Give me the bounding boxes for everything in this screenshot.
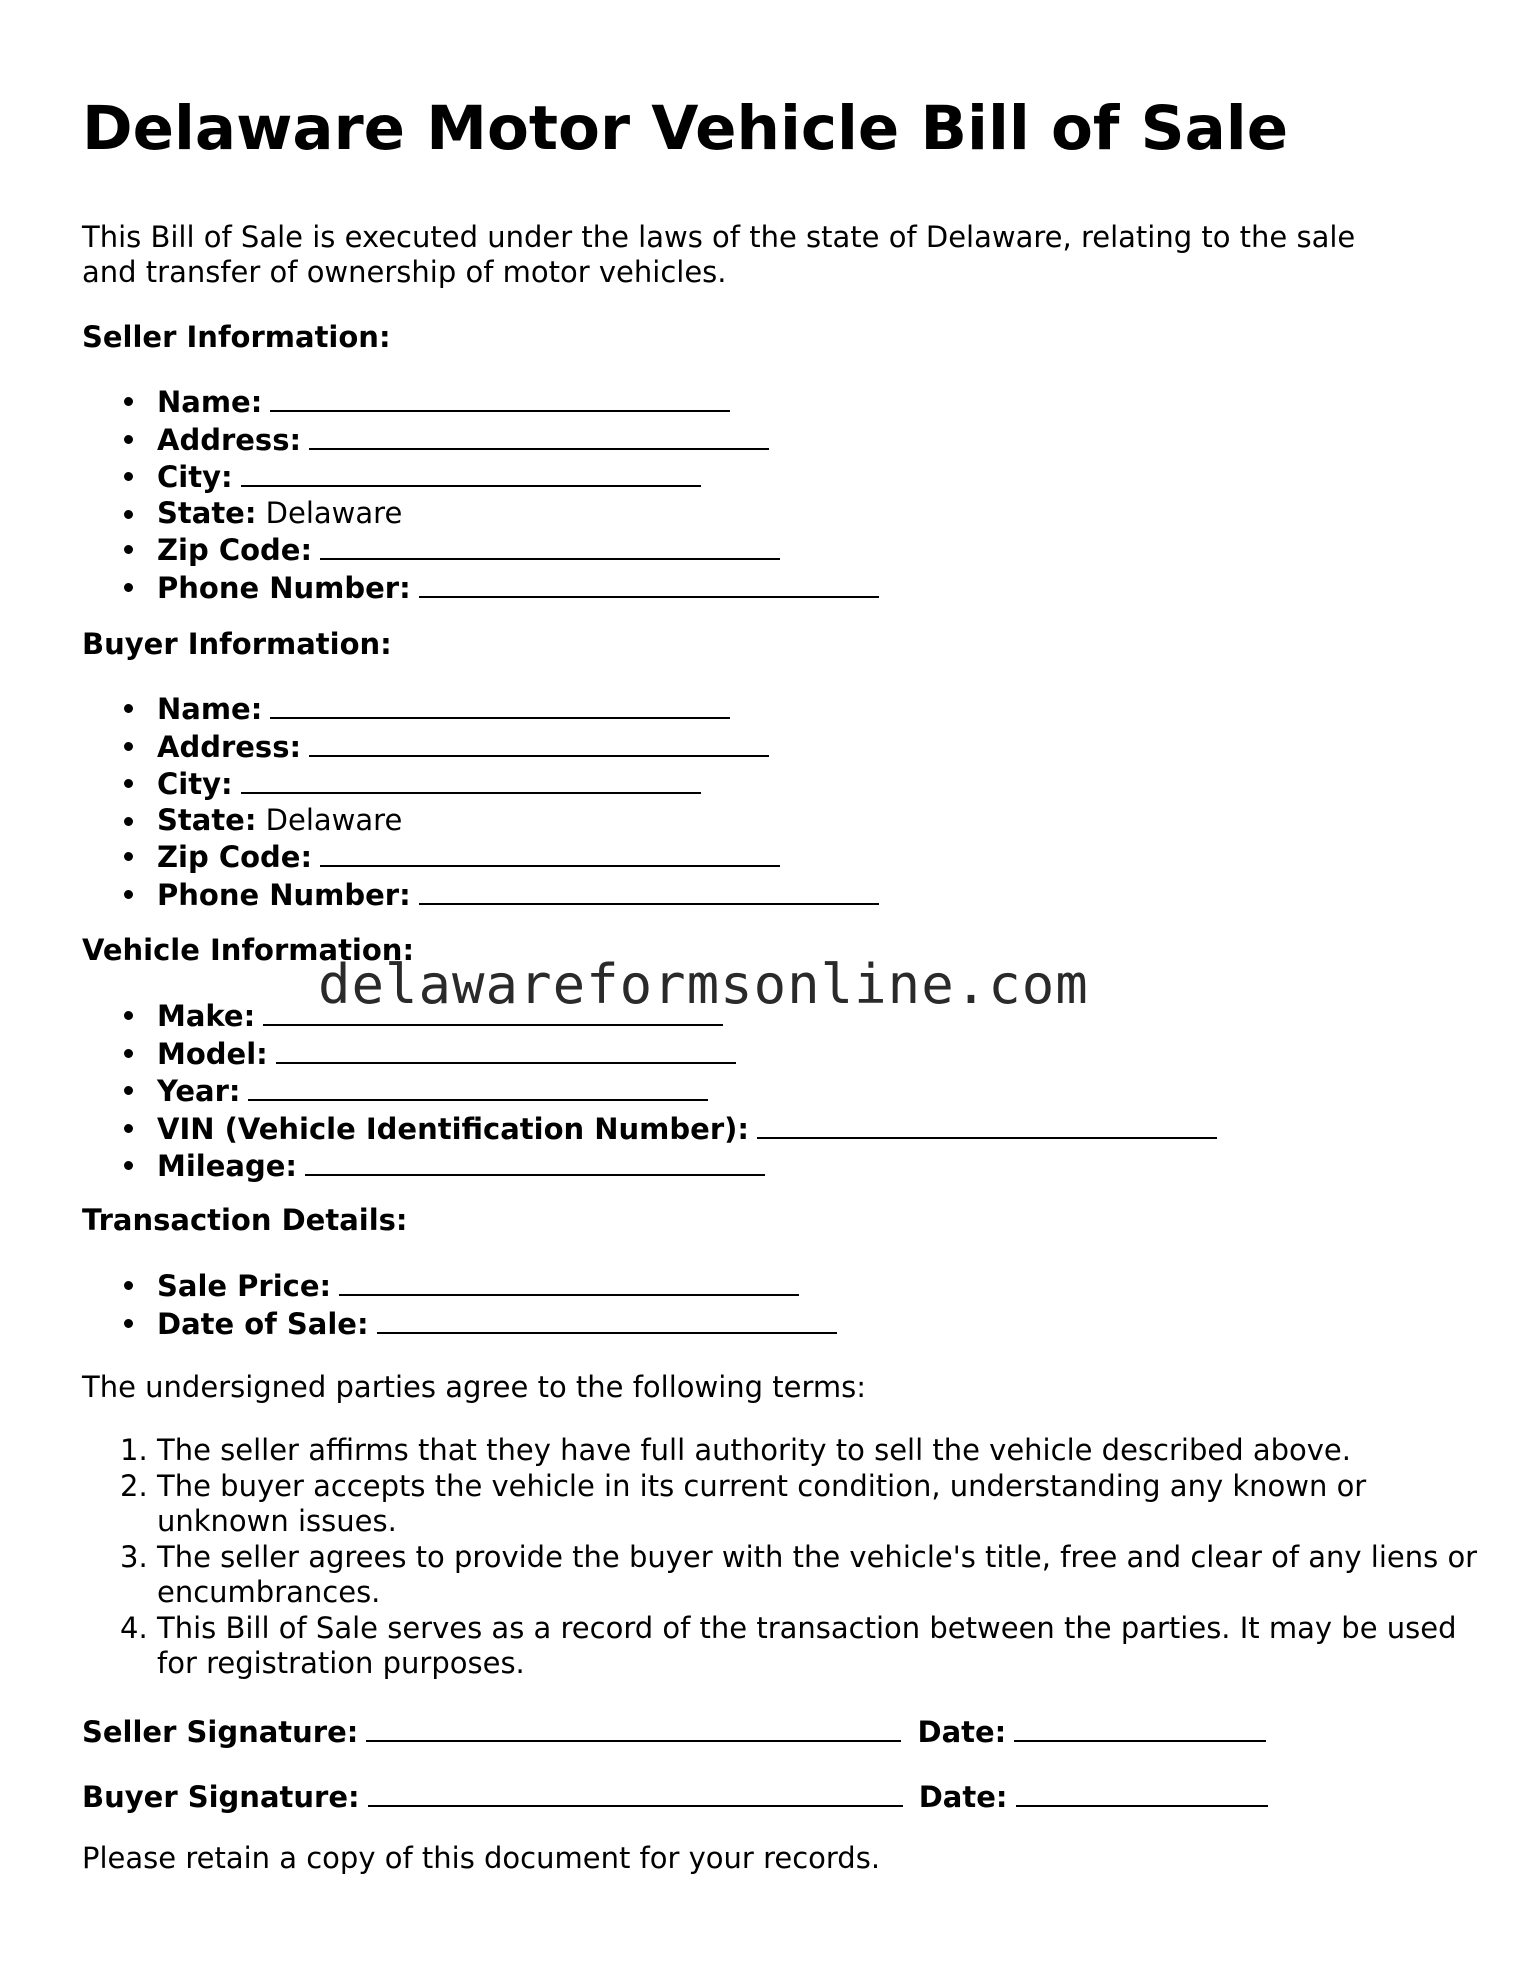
- blank-line[interactable]: [241, 765, 701, 794]
- buyer-zip-field[interactable]: [82, 838, 879, 876]
- field-value: Delaware: [265, 495, 403, 530]
- field-label: Address:: [157, 729, 302, 764]
- vehicle-mileage-field[interactable]: [82, 1147, 1217, 1185]
- transaction-fields: [82, 1267, 837, 1342]
- field-label: Phone Number:: [157, 877, 411, 912]
- field-label: Address:: [157, 422, 302, 457]
- blank-line[interactable]: [276, 1035, 736, 1064]
- field-label: Mileage:: [157, 1149, 298, 1183]
- blank-line[interactable]: [309, 421, 769, 450]
- buyer-city-field[interactable]: [82, 765, 879, 803]
- buyer-state-field: [82, 803, 879, 839]
- transaction-heading: Transaction Details:: [82, 1203, 408, 1237]
- buyer-heading: Buyer Information:: [82, 627, 392, 661]
- vehicle-fields: [82, 997, 1217, 1185]
- seller-phone-field[interactable]: [82, 569, 879, 607]
- term-number: 2.: [120, 1468, 148, 1503]
- sale-price-field[interactable]: [82, 1267, 837, 1305]
- blank-line[interactable]: [339, 1267, 799, 1296]
- intro-line-1: This Bill of Sale is executed under the laws of the state of Delaware, relating to the sale: [82, 220, 1356, 254]
- seller-city-field[interactable]: [82, 458, 879, 496]
- terms-intro: The undersigned parties agree to the following terms:: [82, 1370, 867, 1404]
- field-label: Phone Number:: [157, 570, 411, 605]
- seller-signature-blank[interactable]: [366, 1713, 901, 1742]
- intro-line-2: and transfer of ownership of motor vehicles.: [82, 255, 727, 289]
- field-label: City:: [157, 767, 233, 801]
- buyer-date-label: Date:: [918, 1780, 1008, 1814]
- field-label: Year:: [157, 1074, 241, 1108]
- term-text: This Bill of Sale serves as a record of the transaction between the parties. It may be used for registration purposes.: [157, 1610, 1457, 1680]
- seller-signature-label: Seller Signature:: [82, 1715, 359, 1749]
- term-number: 3.: [120, 1539, 148, 1574]
- seller-address-field[interactable]: [82, 421, 879, 459]
- term-item: [82, 1611, 1487, 1682]
- field-label: Sale Price:: [157, 1269, 332, 1303]
- field-value: Delaware: [265, 802, 403, 837]
- watermark-text: delawareformsonline.com: [318, 953, 1089, 1016]
- buyer-address-field[interactable]: [82, 728, 879, 766]
- vehicle-heading: Vehicle Information:: [82, 933, 415, 967]
- term-item: [82, 1540, 1487, 1611]
- term-text: The seller affirms that they have full authority to sell the vehicle described above.: [157, 1433, 1351, 1467]
- field-label: State:: [157, 802, 257, 837]
- blank-line[interactable]: [320, 838, 780, 867]
- term-number: 4.: [120, 1610, 148, 1645]
- seller-state-field: [82, 496, 879, 532]
- blank-line[interactable]: [309, 728, 769, 757]
- term-item: [82, 1469, 1487, 1540]
- buyer-signature-blank[interactable]: [368, 1778, 903, 1807]
- seller-fields: [82, 383, 879, 606]
- seller-zip-field[interactable]: [82, 531, 879, 569]
- field-label: Name:: [157, 692, 263, 726]
- blank-line[interactable]: [320, 531, 780, 560]
- blank-line[interactable]: [757, 1110, 1217, 1139]
- date-of-sale-field[interactable]: [82, 1305, 837, 1343]
- blank-line[interactable]: [377, 1305, 837, 1334]
- buyer-date-blank[interactable]: [1016, 1778, 1268, 1807]
- vehicle-vin-field[interactable]: [82, 1110, 1217, 1148]
- buyer-signature-line: [82, 1778, 1268, 1815]
- seller-date-blank[interactable]: [1014, 1713, 1266, 1742]
- buyer-phone-field[interactable]: [82, 876, 879, 914]
- blank-line[interactable]: [305, 1147, 765, 1176]
- term-number: 1.: [120, 1433, 148, 1467]
- blank-line[interactable]: [419, 569, 879, 598]
- field-label: Make:: [157, 999, 256, 1033]
- blank-line[interactable]: [270, 690, 730, 719]
- blank-line[interactable]: [241, 458, 701, 487]
- buyer-name-field[interactable]: [82, 690, 879, 728]
- buyer-fields: [82, 690, 879, 913]
- document-title: Delaware Motor Vehicle Bill of Sale: [82, 93, 1289, 164]
- blank-line[interactable]: [248, 1072, 708, 1101]
- field-label: State:: [157, 495, 257, 530]
- term-text: The seller agrees to provide the buyer with the vehicle's title, free and clear of any liens or encumbrances.: [157, 1539, 1478, 1609]
- seller-name-field[interactable]: [82, 383, 879, 421]
- vehicle-model-field[interactable]: [82, 1035, 1217, 1073]
- blank-line[interactable]: [270, 383, 730, 412]
- field-label: Zip Code:: [157, 533, 313, 567]
- seller-date-label: Date:: [917, 1715, 1007, 1749]
- field-label: Model:: [157, 1036, 268, 1071]
- term-item: [82, 1433, 1487, 1469]
- buyer-signature-label: Buyer Signature:: [82, 1780, 360, 1814]
- field-label: City:: [157, 460, 233, 494]
- seller-signature-line: [82, 1713, 1266, 1750]
- vehicle-year-field[interactable]: [82, 1072, 1217, 1110]
- field-label: Date of Sale:: [157, 1306, 369, 1341]
- field-label: Name:: [157, 385, 263, 419]
- footer-note: Please retain a copy of this document for your records.: [82, 1841, 881, 1875]
- seller-heading: Seller Information:: [82, 320, 391, 354]
- terms-list: [82, 1433, 1487, 1682]
- term-text: The buyer accepts the vehicle in its current condition, understanding any known or unknown issues.: [157, 1468, 1367, 1538]
- blank-line[interactable]: [419, 876, 879, 905]
- field-label: VIN (Vehicle Identification Number):: [157, 1111, 749, 1146]
- field-label: Zip Code:: [157, 840, 313, 874]
